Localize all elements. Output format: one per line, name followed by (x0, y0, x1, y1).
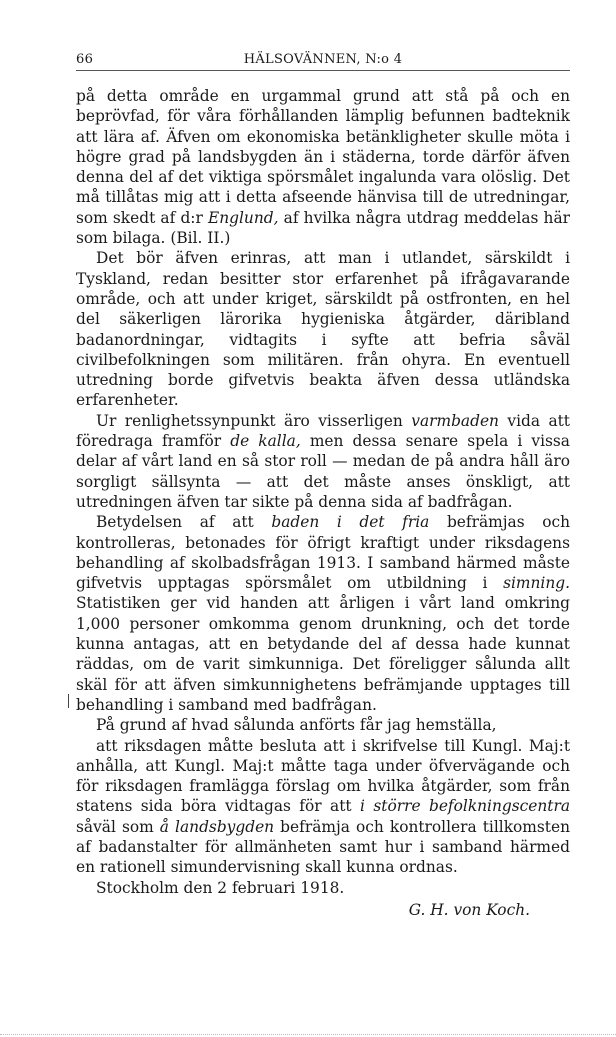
paragraph-6-emphasis-2: å landsbygden (159, 817, 275, 836)
paragraph-3 (76, 411, 570, 512)
paragraph-6-text-mid: såväl som (76, 817, 160, 836)
paragraph-1-text-end: af hvilka några utdrag meddelas här som bilaga. (Bil. II.) (76, 208, 570, 248)
paragraph-1 (76, 86, 570, 248)
date-place: Stockholm den 2 februari 1918. (96, 878, 345, 897)
page-number: 66 (76, 52, 94, 67)
closing (76, 878, 570, 919)
running-title: HÄLSOVÄNNEN, N:o 4 (243, 52, 403, 67)
header-rule (76, 70, 570, 71)
paragraph-4-emphasis-1: baden i det fria (271, 513, 430, 532)
page-header (76, 52, 570, 72)
paragraph-6-text-end: befrämja och kontrollera tillkomsten af badanstalter för allmänheten samt hur i samband härmed en rationell simundervisning skall kunna ordnas. (76, 817, 570, 877)
paragraph-4 (76, 512, 570, 715)
paragraph-6-text: att riksdagen måtte besluta att i skrifvelse till Kungl. Maj:t anhålla, att Kungl. Maj:t måtte taga under öfvervägande och för riksdagen framlägga förslag om hvilka åtgärder, som från statens sida böra vidtagas för att (76, 736, 570, 816)
page-edge-dots (0, 1034, 616, 1035)
paragraph-2: Det bör äfven erinras, att man i utlandet, särskildt i Tyskland, redan besitter stor erfarenhet på ifrågavarande område, och att under kriget, särskildt på ostfronten, en hel del säkerligen lärorika hygieniska åtgärder, däribland badanordningar, vidtagits i syfte att befria såväl civilbefolkningen som militären. från ohyra. En eventuell utredning borde gifvetvis beakta äfven dessa utländska erfarenheter. (76, 249, 570, 410)
paragraph-1-emphasis: Englund, (208, 208, 279, 227)
paragraph-4-emphasis-2: simning. (503, 574, 570, 593)
paragraph-3-emphasis-1: varmbaden (411, 411, 499, 430)
paragraph-6 (76, 736, 570, 878)
paragraph-3-emphasis-2: de kalla, (230, 432, 301, 451)
paragraph-4-text-end: Statistiken ger vid handen att årligen i vårt land omkring 1,000 personer omkomma genom drunkning, och det torde kunna antagas, att en betydande del af dessa hade kunnat räddas, om de varit simkunniga. Det föreligger sålunda allt skäl för att äfven simkunnighetens befrämjande upptages till behandling i samband med badfrågan. (76, 594, 570, 714)
paragraph-6-emphasis-1: i större befolkningscentra (360, 797, 570, 816)
margin-mark (68, 694, 71, 708)
paragraph-4-text: Betydelsen af att (96, 513, 272, 532)
paragraph-3-text-end: men dessa senare spela i vissa delar af vårt land en så stor roll — medan de på andra håll äro sorgligt sällsynta — att det måste anses önskligt, att utredningen äfven tar sikte på denna sida af badfrågan. (76, 432, 570, 511)
paragraph-4-text-mid: befrämjas och kontrolleras, betonades för öfrigt kraftigt under riksdagens behandling af skolbadsfrågan 1913. I samband härmed måste gifvetvis upptagas spörsmålet om utbildning i (76, 513, 571, 593)
paragraph-1-text: på detta område en urgammal grund att stå på och en beprövfad, för våra förhållanden lämplig befunnen badteknik att lära af. Äfven om ekonomiska betänkligheter skulle möta i högre grad på landsbygden än i städerna, torde därför äfven denna del af det viktiga spörsmålet ingalunda vara olöslig. Det må tillåtas mig att i detta afseende hänvisa till de utredningar, som skedt af d:r (76, 87, 570, 227)
paragraph-3-text: Ur renlighetssynpunkt äro visserligen (96, 411, 412, 430)
paragraph-3-text-mid: vida att föredraga framför (76, 411, 570, 451)
signature: G. H. von Koch. (408, 900, 530, 919)
paragraph-5: På grund af hvad sålunda anförts får jag hemställa, (96, 716, 497, 735)
body-text (76, 86, 571, 919)
